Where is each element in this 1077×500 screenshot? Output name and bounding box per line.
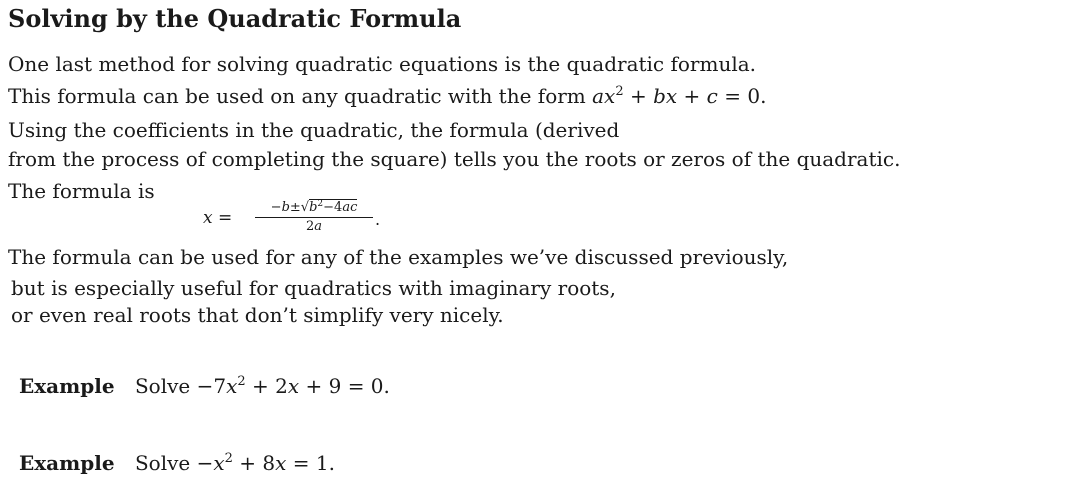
paragraph1-line2: [8, 84, 766, 108]
paragraph1-line2-text: This formula can be used on any quadratic with the form: [8, 84, 586, 108]
formula-denominator: 2a: [305, 219, 323, 234]
example-2-equation: $-x^2 + 8x = 1$.: [196, 451, 335, 475]
formula-lhs: x =: [203, 208, 233, 228]
fraction-bar: [255, 217, 373, 218]
formula-numerator: $-b\pm√b^2-4ac$: [270, 199, 358, 215]
paragraph2-line3: The formula is: [8, 179, 155, 203]
example-2-label: Example: [19, 451, 115, 475]
paragraph3-line2: but is especially useful for quadratics with imaginary roots,: [11, 276, 616, 300]
section-title: Solving by the Quadratic Formula: [8, 4, 462, 33]
paragraph2-line2: from the process of completing the square) tells you the roots or zeros of the quadratic.: [8, 147, 901, 171]
example-1-label: Example: [19, 374, 115, 398]
paragraph3-line1: The formula can be used for any of the examples we’ve discussed previously,: [8, 245, 789, 269]
paragraph2-line1: Using the coefficients in the quadratic, the formula (derived: [8, 118, 620, 142]
example-1-equation: $-7x^2 + 2x + 9 = 0$.: [196, 374, 390, 398]
example-2: [19, 451, 335, 475]
example-1-text: Solve: [134, 374, 191, 398]
formula-period: .: [375, 210, 381, 229]
example-2-text: Solve: [134, 451, 191, 475]
general-form-equation: $ax^2$ + bx + c = 0.: [592, 84, 767, 108]
paragraph3-line3: or even real roots that don’t simplify very nicely.: [11, 303, 504, 327]
formula-fraction: [255, 200, 373, 235]
example-1: [19, 374, 390, 398]
paragraph1-line1: One last method for solving quadratic equations is the quadratic formula.: [8, 52, 757, 76]
